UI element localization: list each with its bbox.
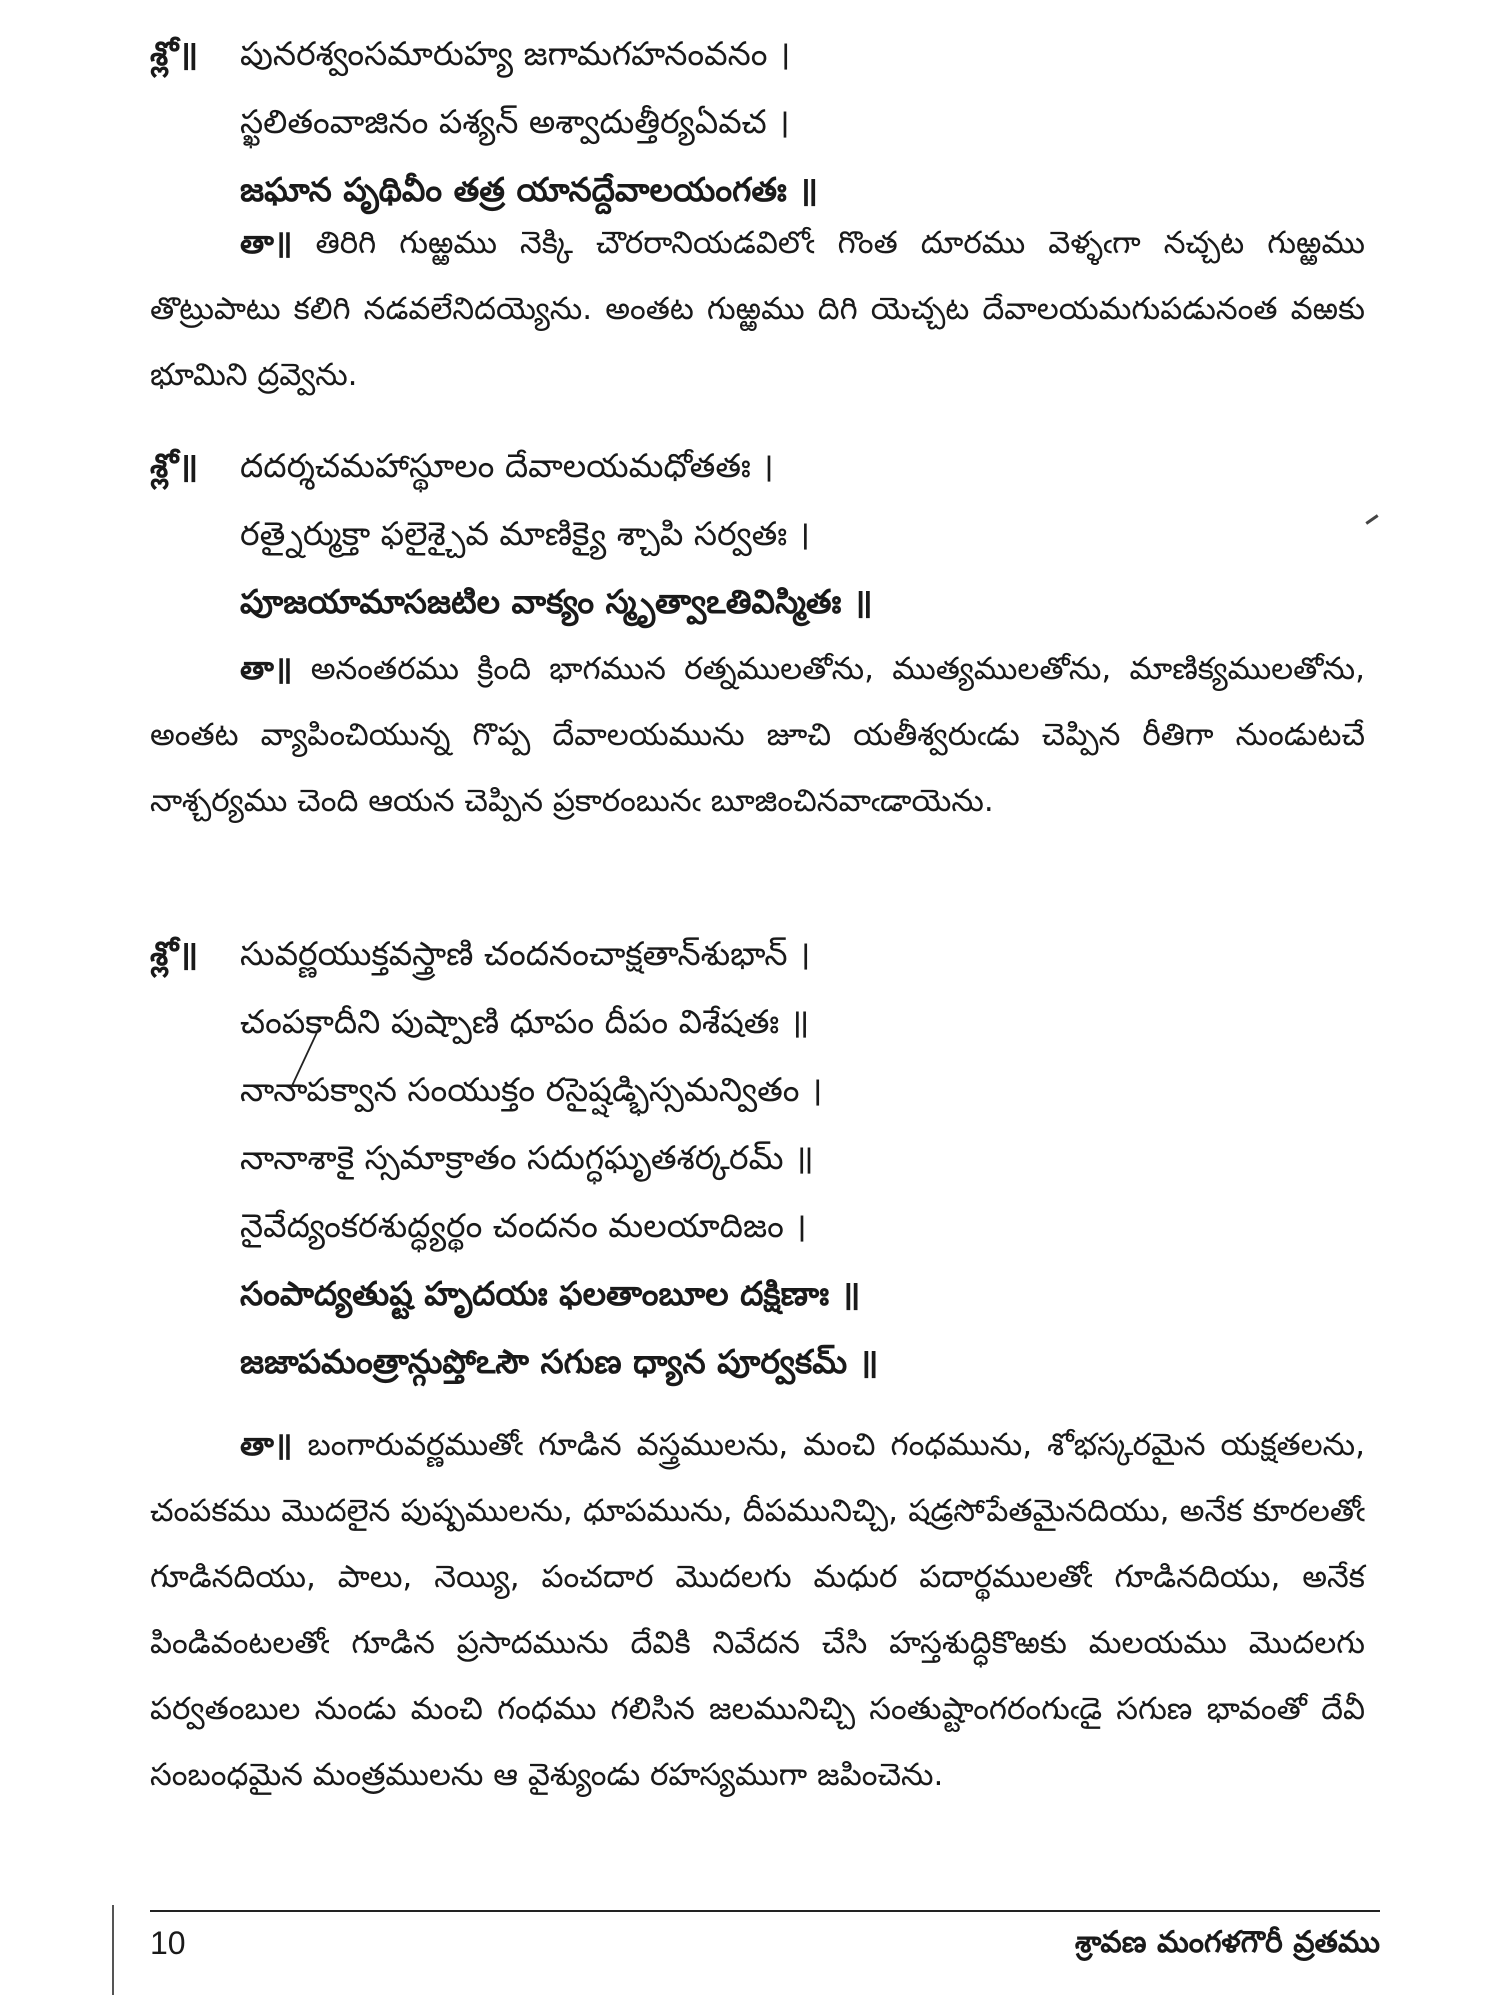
verse-block xyxy=(150,20,1380,224)
page-number: 10 xyxy=(150,1925,186,1961)
verse-text: పునరశ్వంసమారుహ్య జగామగహనంవనం । xyxy=(240,34,791,73)
meaning-marker: తా॥ xyxy=(240,1427,293,1463)
binding-rule xyxy=(112,1905,114,1995)
verse-block xyxy=(150,432,1380,636)
meaning-paragraph xyxy=(150,636,1365,834)
meaning-paragraph xyxy=(150,1412,1365,1808)
verse-line xyxy=(150,1056,1380,1124)
verse-text: నానాపక్వాన సంయుక్తం రసైష్షడ్భిస్సమన్వితం । xyxy=(240,1070,823,1109)
verse-text: సువర్ణయుక్తవస్త్రాణి చందనంచాక్షతాన్‌శుభాన్ । xyxy=(240,934,811,973)
verse-marker: శ్లో॥ xyxy=(150,446,199,485)
verse-line xyxy=(150,432,1380,500)
running-title: శ్రావణ మంగళగౌరీ వ్రతము xyxy=(1074,1925,1380,1960)
meaning-text: తిరిగి గుఱ్ఱము నెక్కి చౌరరానియడవిలోఁ గొంత దూరము వెళ్ళఁగా నచ్చట గుఱ్ఱము తొట్రుపాటు కలిగి నడవలేనిదయ్యెను. అంతట గుఱ్ఱము దిగి యెచ్చట దేవాలయమగుపడునంత వఱకు భూమిని ద్రవ్వెను. xyxy=(150,225,1365,393)
verse-text: నానాశాకై స్సమాక్రాతం సదుగ్ధఘృతశర్కరమ్ ॥ xyxy=(240,1138,814,1177)
verse-line xyxy=(150,1260,1380,1328)
verse-line xyxy=(150,1328,1380,1396)
meaning-text: అనంతరము క్రింది భాగమున రత్నములతోను, ముత్యములతోను, మాణిక్యములతోను, అంతట వ్యాపించియున్న గొప్ప దేవాలయమును జూచి యతీశ్వరుఁడు చెప్పిన రీతిగా నుండుటచే నాశ్చర్యము చెంది ఆయన చెప్పిన ప్రకారంబునఁ బూజించినవాఁడాయెను. xyxy=(150,651,1365,819)
verse-line xyxy=(150,920,1380,988)
verse-line xyxy=(150,1192,1380,1260)
meaning-marker: తా॥ xyxy=(240,225,293,261)
verse-line xyxy=(150,568,1380,636)
verse-line xyxy=(150,20,1380,88)
verse-text: స్ఖలితంవాజినం పశ్యన్ అశ్వాదుత్తీర్యఏవచ । xyxy=(240,102,790,141)
verse-line xyxy=(150,88,1380,156)
verse-text: పూజయామాసజటిల వాక్యం స్మృత్వాఽతివిస్మితః ॥ xyxy=(240,582,873,621)
verse-text: దదర్శచమహాస్థూలం దేవాలయమధోతతః । xyxy=(240,446,774,485)
verse-marker: శ్లో॥ xyxy=(150,34,199,73)
verse-line xyxy=(150,500,1380,568)
verse-text: జఘాన పృథివీం తత్ర యానద్దేవాలయంగతః ॥ xyxy=(240,170,819,209)
meaning-marker: తా॥ xyxy=(240,651,293,687)
verse-line xyxy=(150,1124,1380,1192)
meaning-paragraph xyxy=(150,210,1365,408)
verse-block xyxy=(150,920,1380,1396)
verse-text: నైవేద్యంకరశుద్ధ్యర్థం చందనం మలయాదిజం । xyxy=(240,1206,807,1245)
footer-rule xyxy=(150,1910,1380,1912)
verse-marker: శ్లో॥ xyxy=(150,934,199,973)
verse-text: చంపకాదీని పుష్పాణి ధూపం దీపం విశేషతః ॥ xyxy=(240,1002,810,1041)
verse-text: జజాపమంత్రాన్గుప్తోఽసౌ సగుణ ధ్యాన పూర్వకమ్ ॥ xyxy=(240,1342,879,1381)
meaning-text: బంగారువర్ణముతోఁ గూడిన వస్త్రములను, మంచి గంధమును, శోభస్కరమైన యక్షతలను, చంపకము మొదలైన పుష్పములను, ధూపమును, దీపమునిచ్చి, షడ్రసోపేతమైనదియు, అనేక కూరలతోఁ గూడినదియు, పాలు, నెయ్యి, పంచదార మొదలగు మధుర పదార్థములతోఁ గూడినదియు, అనేక పిండివంటలతోఁ గూడిన ప్రసాదమును దేవికి నివేదన చేసి హస్తశుద్ధికొఱకు మలయము మొదలగు పర్వతంబుల నుండు మంచి గంధము గలిసిన జలమునిచ్చి సంతుష్టాంగరంగుఁడై సగుణ భావంతో దేవీ సంబంధమైన మంత్రములను ఆ వైశ్యుండు రహస్యముగా జపించెను. xyxy=(150,1427,1365,1793)
verse-text: రత్నైర్ముక్తా ఫలైశ్చైవ మాణిక్యై శ్చాపి సర్వతః । xyxy=(240,514,811,553)
verse-text: సంపాద్యతుష్ట హృదయః ఫలతాంబూల దక్షిణాః ॥ xyxy=(240,1274,861,1313)
